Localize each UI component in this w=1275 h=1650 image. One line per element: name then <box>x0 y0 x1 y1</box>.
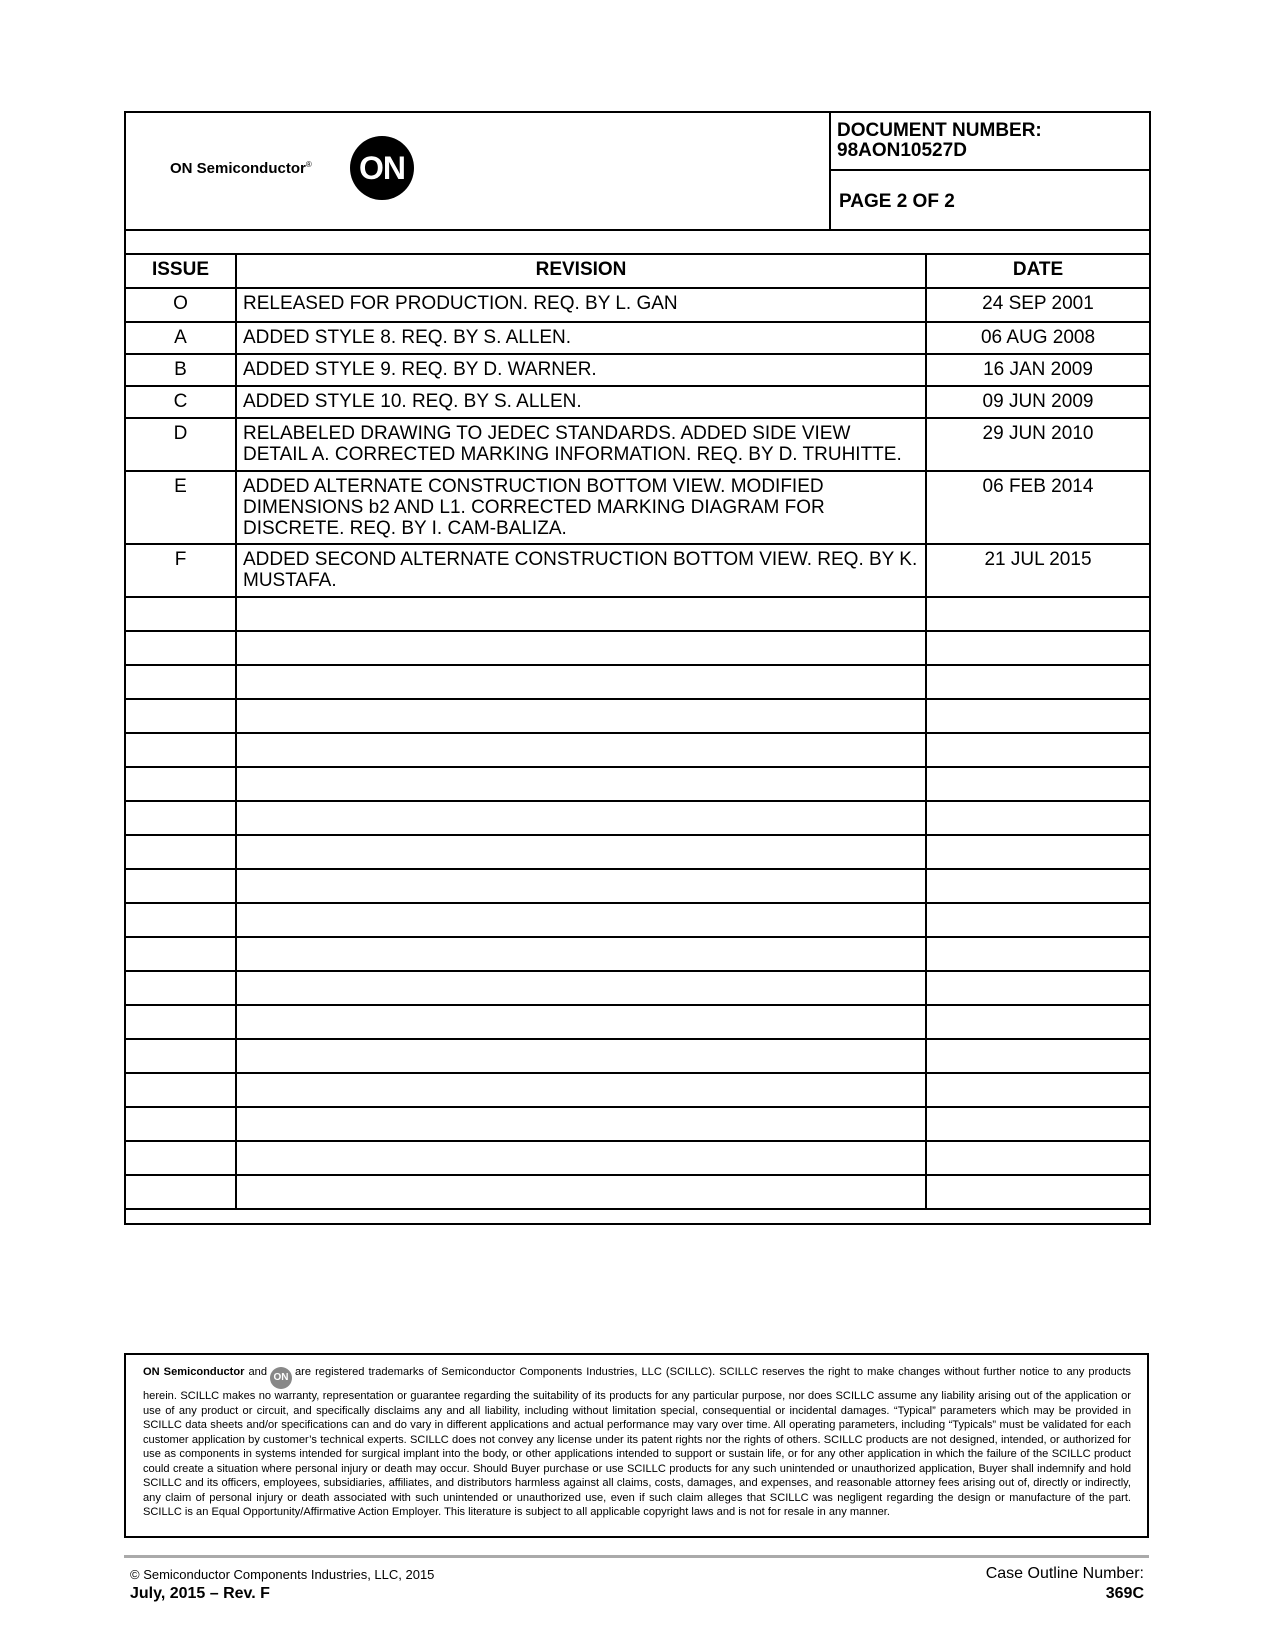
empty-row <box>126 971 1149 1005</box>
empty-cell <box>236 835 926 869</box>
divider <box>831 169 1151 171</box>
cell-revision: ADDED STYLE 8. REQ. BY S. ALLEN. <box>236 322 926 354</box>
empty-row <box>126 597 1149 631</box>
cell-date: 06 AUG 2008 <box>926 322 1149 354</box>
cell-issue: A <box>126 322 236 354</box>
empty-cell <box>236 733 926 767</box>
empty-cell <box>236 665 926 699</box>
empty-cell <box>236 699 926 733</box>
empty-row <box>126 699 1149 733</box>
revision-date: July, 2015 – Rev. F <box>130 1585 270 1602</box>
cell-issue: B <box>126 354 236 386</box>
empty-cell <box>126 1039 236 1073</box>
document-info-box <box>829 113 1151 229</box>
empty-cell <box>236 1141 926 1175</box>
cell-issue: D <box>126 418 236 471</box>
empty-row <box>126 1039 1149 1073</box>
empty-cell <box>926 869 1149 903</box>
copyright: © Semiconductor Components Industries, LLC, 2015 <box>130 1567 435 1582</box>
empty-row <box>126 1141 1149 1175</box>
empty-cell <box>236 903 926 937</box>
empty-cell <box>236 1073 926 1107</box>
empty-cell <box>926 971 1149 1005</box>
empty-cell <box>236 1107 926 1141</box>
empty-cell <box>926 903 1149 937</box>
case-outline-number: 369C <box>1105 1585 1144 1602</box>
empty-cell <box>236 801 926 835</box>
empty-cell <box>236 1175 926 1209</box>
empty-cell <box>926 1107 1149 1141</box>
cell-date: 16 JAN 2009 <box>926 354 1149 386</box>
empty-cell <box>236 631 926 665</box>
empty-cell <box>236 937 926 971</box>
empty-cell <box>126 1073 236 1107</box>
cell-issue: F <box>126 544 236 597</box>
empty-cell <box>126 631 236 665</box>
company-name: ON Semiconductor® <box>170 160 312 177</box>
empty-cell <box>926 597 1149 631</box>
empty-cell <box>236 971 926 1005</box>
empty-cell <box>926 1039 1149 1073</box>
on-logo-icon: ON <box>350 136 414 200</box>
empty-row <box>126 903 1149 937</box>
empty-cell <box>926 665 1149 699</box>
empty-row <box>126 869 1149 903</box>
empty-cell <box>926 801 1149 835</box>
column-header-revision: REVISION <box>236 254 926 288</box>
empty-cell <box>236 767 926 801</box>
empty-row <box>126 767 1149 801</box>
empty-cell <box>236 597 926 631</box>
empty-cell <box>236 1005 926 1039</box>
empty-cell <box>126 699 236 733</box>
cell-revision: ADDED STYLE 10. REQ. BY S. ALLEN. <box>236 386 926 418</box>
empty-row <box>126 631 1149 665</box>
table-row <box>126 544 1149 597</box>
empty-cell <box>126 1107 236 1141</box>
empty-cell <box>126 835 236 869</box>
empty-cell <box>126 937 236 971</box>
column-header-date: DATE <box>926 254 1149 288</box>
document-number: DOCUMENT NUMBER: 98AON10527D <box>837 120 1042 161</box>
column-header-issue: ISSUE <box>126 254 236 288</box>
title-block <box>126 113 1149 231</box>
empty-cell <box>126 597 236 631</box>
footer-divider <box>124 1555 1149 1558</box>
empty-cell <box>126 1175 236 1209</box>
empty-row <box>126 801 1149 835</box>
cell-date: 21 JUL 2015 <box>926 544 1149 597</box>
empty-row <box>126 937 1149 971</box>
empty-row <box>126 1005 1149 1039</box>
empty-cell <box>126 1141 236 1175</box>
empty-cell <box>926 733 1149 767</box>
case-outline-label: Case Outline Number: <box>985 1565 1144 1582</box>
empty-cell <box>926 1175 1149 1209</box>
empty-cell <box>236 869 926 903</box>
cell-issue: C <box>126 386 236 418</box>
empty-cell <box>126 971 236 1005</box>
empty-cell <box>126 869 236 903</box>
cell-revision: RELEASED FOR PRODUCTION. REQ. BY L. GAN <box>236 288 926 322</box>
cell-revision: RELABELED DRAWING TO JEDEC STANDARDS. ADDED SIDE VIEW DETAIL A. CORRECTED MARKING INFORMATION. REQ. BY D. TRUHITTE. <box>236 418 926 471</box>
document-frame <box>124 111 1151 1225</box>
empty-cell <box>926 937 1149 971</box>
empty-cell <box>926 1141 1149 1175</box>
empty-cell <box>926 835 1149 869</box>
empty-cell <box>926 767 1149 801</box>
cell-issue: E <box>126 471 236 544</box>
table-row <box>126 322 1149 354</box>
empty-row <box>126 733 1149 767</box>
empty-cell <box>926 1005 1149 1039</box>
empty-cell <box>126 665 236 699</box>
table-row <box>126 288 1149 322</box>
empty-row <box>126 835 1149 869</box>
cell-issue: O <box>126 288 236 322</box>
legal-disclaimer: ON Semiconductor and ON are registered trademarks of Semiconductor Components Industries, LLC (SCILLC). SCILLC reserves the right to make changes without further notice to any products herein. SCILLC makes no warranty, representation or guarantee regarding the suitability of its products for any particular purpose, nor does SCILLC assume any liability arising out of the application or use of any product or circuit, and specifically disclaims any and all liability, including without limitation special, consequential or incidental damages. “Typical” parameters which may be provided in SCILLC data sheets and/or specifications can and do vary in different applications and actual performance may vary over time. All operating parameters, including “Typicals” must be validated for each customer application by customer’s technical experts. SCILLC does not convey any license under its patent rights nor the rights of others. SCILLC products are not designed, intended, or authorized for use as components in systems intended for surgical implant into the body, or other applications intended to support or sustain life, or for any other application in which the failure of the SCILLC product could create a situation where personal injury or death may occur. Should Buyer purchase or use SCILLC products for any such unintended or unauthorized application, Buyer shall indemnify and hold SCILLC and its officers, employees, subsidiaries, affiliates, and distributors harmless against all claims, costs, damages, and expenses, and reasonable attorney fees arising out of, directly or indirectly, any claim of personal injury or death associated with such unintended or unauthorized use, even if such claim alleges that SCILLC was negligent regarding the design or manufacture of the part. SCILLC is an Equal Opportunity/Affirmative Action Employer. This literature is subject to all applicable copyright laws and is not for resale in any manner. <box>124 1353 1149 1538</box>
table-row <box>126 471 1149 544</box>
page-indicator: PAGE 2 OF 2 <box>839 191 955 212</box>
table-header-row <box>126 254 1149 288</box>
on-logo-icon: ON <box>270 1367 292 1389</box>
empty-row <box>126 1107 1149 1141</box>
empty-row <box>126 1175 1149 1209</box>
empty-cell <box>126 801 236 835</box>
empty-cell <box>926 1073 1149 1107</box>
cell-date: 24 SEP 2001 <box>926 288 1149 322</box>
empty-cell <box>926 631 1149 665</box>
revision-table <box>126 253 1149 1210</box>
table-row <box>126 418 1149 471</box>
empty-row <box>126 665 1149 699</box>
table-row <box>126 386 1149 418</box>
cell-revision: ADDED STYLE 9. REQ. BY D. WARNER. <box>236 354 926 386</box>
empty-cell <box>236 1039 926 1073</box>
cell-date: 06 FEB 2014 <box>926 471 1149 544</box>
table-row <box>126 354 1149 386</box>
empty-cell <box>926 699 1149 733</box>
cell-revision: ADDED SECOND ALTERNATE CONSTRUCTION BOTTOM VIEW. REQ. BY K. MUSTAFA. <box>236 544 926 597</box>
empty-cell <box>126 1005 236 1039</box>
cell-date: 09 JUN 2009 <box>926 386 1149 418</box>
empty-cell <box>126 903 236 937</box>
empty-cell <box>126 733 236 767</box>
cell-revision: ADDED ALTERNATE CONSTRUCTION BOTTOM VIEW. MODIFIED DIMENSIONS b2 AND L1. CORRECTED MARKING DIAGRAM FOR DISCRETE. REQ. BY I. CAM-BALIZA. <box>236 471 926 544</box>
empty-row <box>126 1073 1149 1107</box>
empty-cell <box>126 767 236 801</box>
cell-date: 29 JUN 2010 <box>926 418 1149 471</box>
